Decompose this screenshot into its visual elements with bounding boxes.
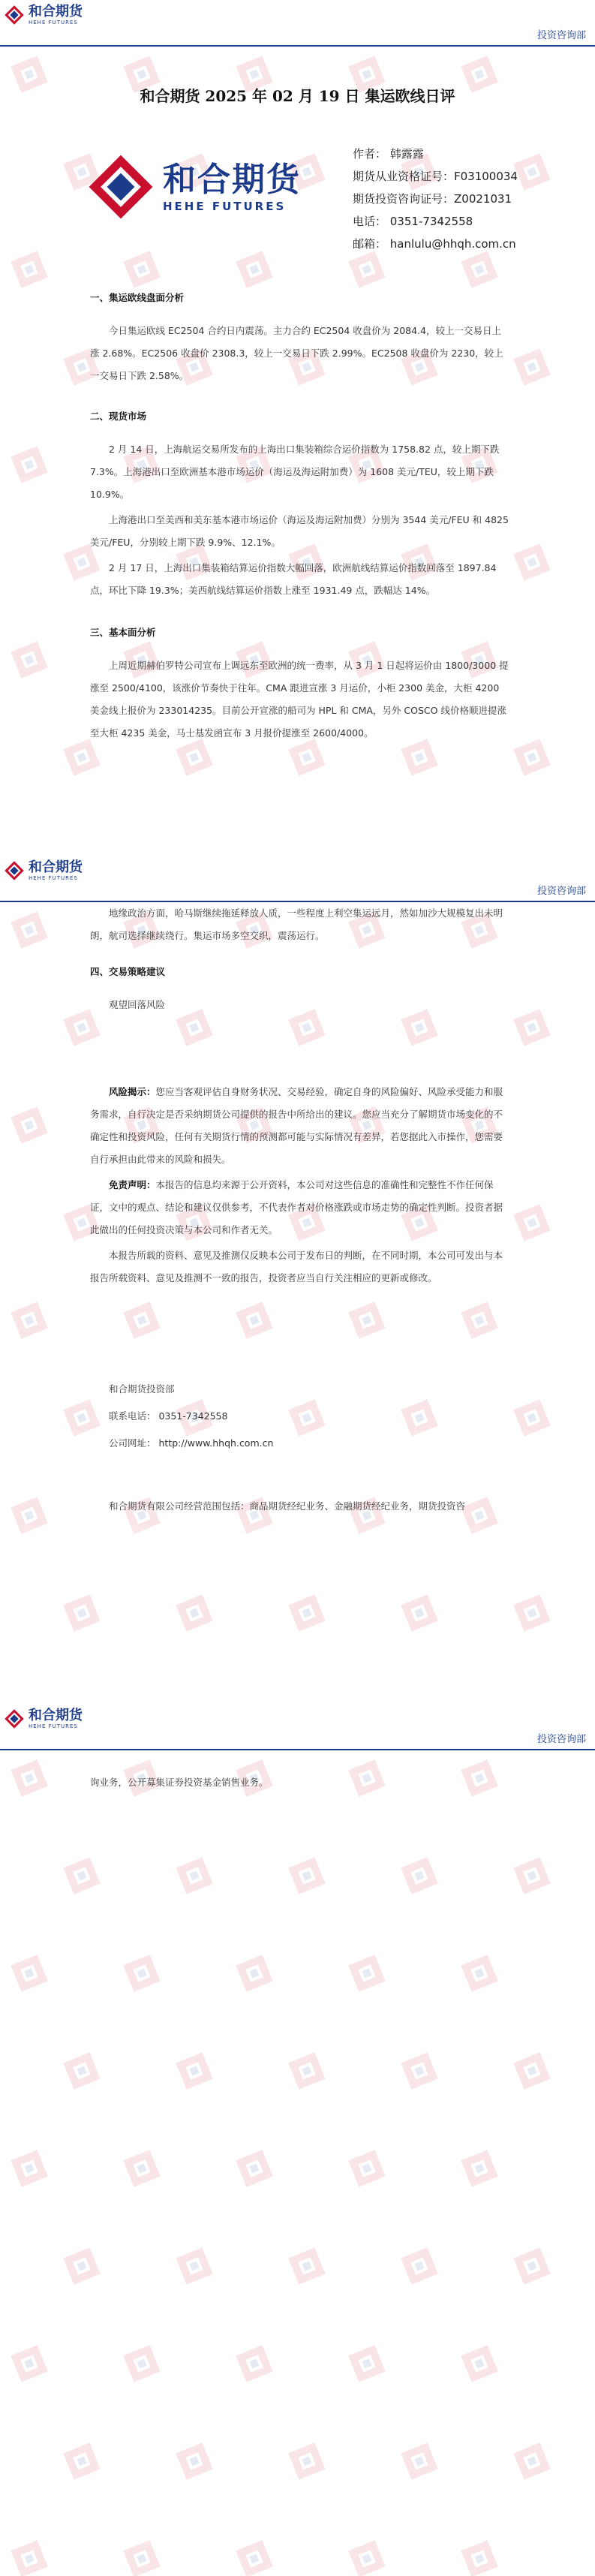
watermark-logo-icon [461, 1302, 497, 1338]
disclaimer-label: 免责声明： [109, 1179, 156, 1190]
watermark-logo-icon [11, 1497, 47, 1533]
watermark-logo-icon [513, 2052, 550, 2089]
section-heading: 一、集运欧线盘面分析 [90, 292, 185, 303]
header-department: 投资咨询部 [536, 1734, 586, 1745]
hehe-logo-icon [5, 5, 24, 25]
author-phone: 电话： 0351-7342558 [353, 215, 473, 228]
header-logo-sub: HEHE FUTURES [29, 875, 78, 881]
report-logo [88, 154, 301, 220]
author-email: 邮箱： hanlulu@hhqh.com.cn [353, 237, 516, 251]
section-heading: 三、基本面分析 [90, 627, 156, 638]
watermark-logo-icon [348, 1955, 385, 1991]
watermark-logo-icon [123, 2150, 160, 2186]
section-spot-market [90, 405, 510, 602]
watermark-logo-icon [288, 2442, 325, 2479]
section-geopolitics [90, 902, 510, 947]
header-logo-name: 和合期货 [29, 4, 83, 20]
contact-block [90, 1378, 510, 1455]
paragraph: 2 月 14 日，上海航运交易所发布的上海出口集装箱综合运价指数为 1758.82 点，较上期下跌 7.3%。上海港出口至欧洲基本港市场运价（海运及海运附加费）为 1608 美元/TEU，较上期下跌 10.9%。 [90, 444, 500, 500]
watermark-logo-icon [401, 2052, 437, 2089]
header-logo-sub: HEHE FUTURES [29, 20, 78, 26]
section-heading: 四、交易策略建议 [90, 966, 166, 977]
watermark-logo-icon [236, 1302, 272, 1338]
section-market-analysis [90, 287, 510, 387]
header-logo [5, 860, 83, 881]
watermark-logo-icon [513, 543, 550, 580]
license-qualification: 期货从业资格证号：F03100034 [353, 170, 518, 183]
watermark-logo-icon [288, 1857, 325, 1894]
page-header [0, 856, 595, 902]
header-department: 投资咨询部 [536, 30, 586, 41]
watermark-logo-icon [123, 1302, 160, 1338]
paragraph: 上周近期赫伯罗特公司宣布上调远东至欧洲的统一费率，从 3 月 1 日起将运价由 1800/3000 提涨至 2500/4100，该涨价节奏快于往年。CMA 跟进宣涨 3 月运价，小柜 2300 美金，大柜 4200 美金线上报价为 233014235。目前公开宣涨的船司为 HPL 和 CMA，另外 COSCO 线价格顺进提涨至大柜 4235 美金，马士基发函宣布 3 月报价提涨至 2600/4000。 [90, 660, 509, 739]
disclaimer-paragraph [90, 1174, 510, 1241]
watermark-logo-icon [513, 153, 550, 190]
watermark-logo-icon [11, 2150, 47, 2186]
watermark-logo-icon [513, 1857, 550, 1894]
paragraph: 上海港出口至美西和美东基本港市场运价（海运及海运附加费）分别为 3544 美元/FEU 和 4825 美元/FEU，分别较上期下跌 9.9%、12.1%。 [90, 514, 509, 548]
watermark-logo-icon [348, 2345, 385, 2382]
business-scope-text: 询业务，公开募集证券投资基金销售业务。 [90, 1777, 269, 1788]
watermark-logo-icon [401, 1857, 437, 1894]
watermark-logo-icon [513, 1594, 550, 1631]
watermark-logo-icon [288, 2052, 325, 2089]
author-name: 作者： 韩露露 [353, 147, 424, 161]
watermark-logo-icon [63, 1594, 100, 1631]
risk-label: 风险揭示： [109, 1086, 156, 1097]
paragraph: 2 月 17 日，上海出口集装箱结算运价指数大幅回落，欧洲航线结算运价指数回落至 1897.84 点，环比下降 19.3%；美西航线结算运价指数上涨至 1931.49 点，跌幅达 14%。 [90, 562, 497, 596]
watermark-logo-icon [176, 2442, 212, 2479]
header-logo-name: 和合期货 [29, 1708, 83, 1723]
watermark-logo-icon [401, 1594, 437, 1631]
watermark-logo-icon [401, 2247, 437, 2284]
disclaimer-text: 本报告的信息均来源于公开资料，本公司对这些信息的准确性和完整性不作任何保证，文中的观点、结论和建议仅供参考，不代表作者对价格涨跌或市场走势的确定性判断。投资者据此做出的任何投资决策与本公司和作者无关。 [90, 1179, 503, 1235]
watermark-logo-icon [11, 911, 47, 948]
watermark-logo-icon [236, 1955, 272, 1991]
page-header [0, 0, 595, 47]
license-consulting: 期货投资咨询证号：Z0021031 [353, 192, 512, 206]
watermark-logo-icon [288, 2247, 325, 2284]
page-header [0, 1704, 595, 1750]
watermark-logo-icon [461, 2150, 497, 2186]
watermark-logo-icon [123, 251, 160, 287]
watermark-logo-icon [236, 2345, 272, 2382]
paragraph: 地缘政治方面，哈马斯继续拖延释放人质，一些程度上利空集运远月，然如加沙大规模复出未明朗，航司选择继续绕行。集运市场多空交织，震荡运行。 [90, 907, 503, 941]
watermark-logo-icon [11, 1302, 47, 1338]
strategy-text: 观望回落风险 [109, 999, 166, 1010]
watermark-logo-icon [123, 2540, 160, 2576]
report-logo-sub: HEHE FUTURES [163, 200, 287, 213]
watermark-logo-icon [236, 251, 272, 287]
watermark-logo-icon [63, 1857, 100, 1894]
header-logo-sub: HEHE FUTURES [29, 1723, 78, 1729]
section-strategy [90, 961, 510, 1016]
report-title: 和合期货 2025 年 02 月 19 日 集运欧线日评 [140, 87, 455, 105]
watermark-logo-icon [348, 2150, 385, 2186]
section-fundamentals [90, 621, 510, 745]
watermark-logo-icon [11, 446, 47, 483]
watermark-logo-icon [63, 2052, 100, 2089]
header-logo [5, 1708, 83, 1729]
author-info [353, 143, 518, 255]
risk-paragraph [90, 1081, 510, 1171]
report-logo-name: 和合期货 [163, 161, 301, 199]
watermark-logo-icon [123, 2345, 160, 2382]
report-page-1 [0, 0, 595, 856]
watermark-logo-icon [348, 1302, 385, 1338]
watermark-logo-icon [236, 2150, 272, 2186]
watermark-logo-icon [348, 251, 385, 287]
watermark-pattern [0, 1704, 595, 2576]
business-scope-continued [90, 1771, 510, 1794]
watermark-logo-icon [461, 251, 497, 287]
watermark-logo-icon [11, 1955, 47, 1991]
watermark-logo-icon [513, 1009, 550, 1046]
watermark-logo-icon [513, 1399, 550, 1436]
company-website[interactable]: 公司网址： http://www.hhqh.com.cn [109, 1437, 274, 1449]
watermark-logo-icon [401, 2442, 437, 2479]
watermark-logo-icon [513, 1204, 550, 1241]
hehe-logo-large-icon [88, 154, 154, 220]
header-department: 投资咨询部 [536, 886, 586, 897]
watermark-logo-icon [11, 1759, 47, 1796]
paragraph: 今日集运欧线 EC2504 合约日内震荡。主力合约 EC2504 收盘价为 2084.4，较上一交易日上涨 2.68%。EC2506 收盘价 2308.3，较上一交易日下跌 2.99%。EC2508 收盘价为 2230，较上一交易日下跌 2.58%。 [90, 325, 503, 381]
watermark-logo-icon [176, 1857, 212, 1894]
header-logo [5, 5, 83, 26]
watermark-logo-icon [11, 1106, 47, 1143]
watermark-logo-icon [63, 2442, 100, 2479]
business-scope [90, 1495, 510, 1518]
report-page-2 [0, 856, 595, 1704]
watermark-logo-icon [176, 1594, 212, 1631]
watermark-logo-icon [11, 641, 47, 678]
watermark-logo-icon [236, 2540, 272, 2576]
risk-disclosure [90, 1081, 510, 1290]
watermark-logo-icon [11, 2540, 47, 2576]
copyright-paragraph: 本报告所载的资料、意见及推测仅反映本公司于发布日的判断，在不同时期，本公司可发出与本报告所载资料、意见及推测不一致的报告，投资者应当自行关注相应的更新或修改。 [90, 1250, 503, 1283]
watermark-logo-icon [11, 251, 47, 287]
watermark-logo-icon [513, 348, 550, 385]
watermark-logo-icon [176, 2247, 212, 2284]
watermark-logo-icon [513, 2442, 550, 2479]
report-page-3 [0, 1704, 595, 2576]
watermark-logo-icon [63, 2247, 100, 2284]
watermark-logo-icon [513, 739, 550, 775]
watermark-logo-icon [11, 2345, 47, 2382]
watermark-logo-icon [461, 2345, 497, 2382]
risk-text: 您应当客观评估自身财务状况、交易经验，确定自身的风险偏好、风险承受能力和服务需求，自行决定是否采纳期货公司提供的报告中所给出的建议。您应当充分了解期货市场变化的不确定性和投资风险，任何有关期货行情的预测都可能与实际情况有差异，若您据此入市操作，您需要自行承担由此带来的风险和损失。 [90, 1086, 503, 1165]
header-logo-name: 和合期货 [29, 859, 83, 875]
hehe-logo-icon [5, 861, 24, 880]
watermark-logo-icon [513, 2247, 550, 2284]
section-heading: 二、现货市场 [90, 411, 147, 422]
business-scope-text: 和合期货有限公司经营范围包括：商品期货经纪业务、金融期货经纪业务，期货投资咨 [109, 1500, 466, 1512]
watermark-logo-icon [176, 2052, 212, 2089]
hehe-logo-icon [5, 1709, 24, 1729]
watermark-logo-icon [123, 1955, 160, 1991]
department-name: 和合期货投资部 [109, 1383, 175, 1395]
watermark-logo-icon [461, 2540, 497, 2576]
watermark-logo-icon [461, 1955, 497, 1991]
contact-phone: 联系电话： 0351-7342558 [109, 1410, 228, 1422]
watermark-logo-icon [288, 1594, 325, 1631]
watermark-logo-icon [348, 2540, 385, 2576]
